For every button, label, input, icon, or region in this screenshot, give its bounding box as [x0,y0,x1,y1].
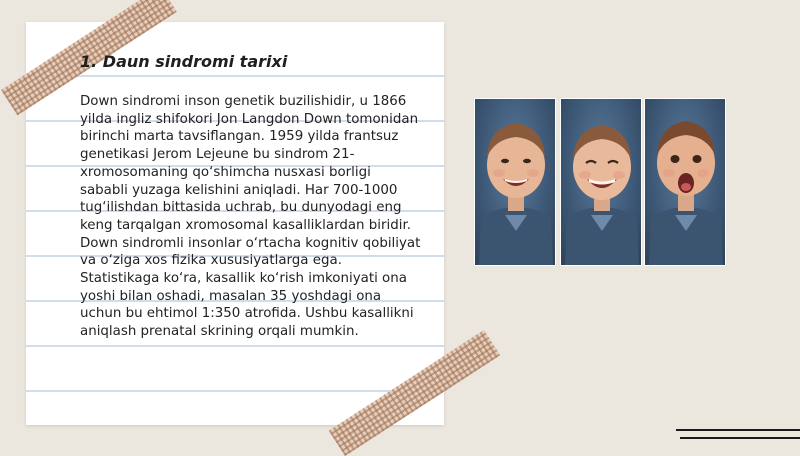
child-photo-smiling-2 [560,98,642,266]
photo-collage [474,98,726,266]
slide-title: 1. Daun sindromi tarixi [80,52,288,71]
slide-body-text: Down sindromi inson genetik buzilishidir, u 1866 yilda ingliz shifokori Jon Langdon Down tomonidan birinchi marta tavsiflangan. 1959 yilda frantsuz genetikasi Jerom Lejeune bu sindrom 21-xromosomaning qo‘shimcha nusxasi borligi sababli yuzaga kelishini aniqladi. Har 700-1000 tug‘ilishdan bittasida uchrab, bu dunyodagi eng keng tarqalgan xromosomal kasalliklardan biridir. Down sindromli insonlar o‘rtacha kognitiv qobiliyat va o‘ziga xos fizika xususiyatlarga ega. Statistikaga ko‘ra, kasallik ko‘rish imkoniyati ona yoshi bilan oshadi, masalan 35 yoshdagi ona uchun bu ehtimol 1:350 atrofida. Ushbu kasallikni aniqlash prenatal skrining orqali mumkin. [80,94,421,340]
decorative-line-2 [680,437,800,439]
decorative-line-1 [676,429,800,431]
child-photo-surprised [644,98,726,266]
child-photo-smiling-1 [474,98,556,266]
